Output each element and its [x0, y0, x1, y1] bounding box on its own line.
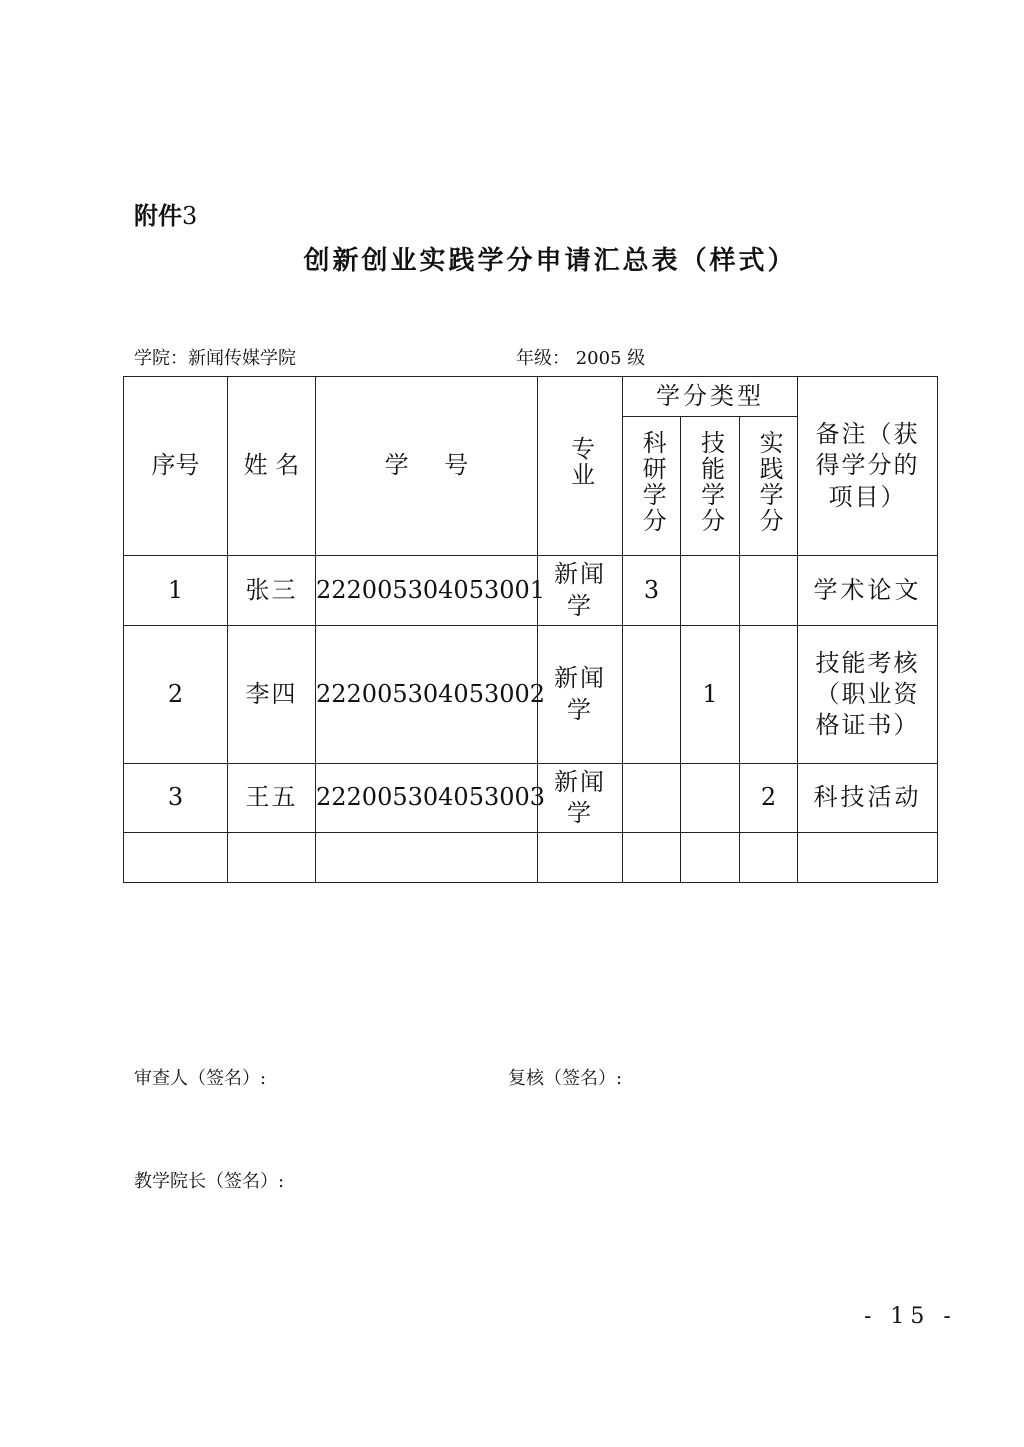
cell-major — [538, 626, 623, 764]
table-row — [124, 764, 938, 833]
cell-remark — [798, 626, 938, 764]
cell-seq: 2 — [124, 626, 228, 764]
cell-practice — [740, 626, 798, 764]
cell-seq: 1 — [124, 556, 228, 626]
header-name — [228, 377, 316, 556]
cell-remark: 学术论文 — [798, 556, 938, 626]
cell-research — [623, 626, 681, 764]
header-skill-credit-text: 技能学分 — [696, 429, 725, 534]
header-practice-credit — [740, 417, 798, 556]
header-student-id — [316, 377, 538, 556]
college-label: 学院：新闻传媒学院 — [134, 348, 296, 369]
attachment-number: 3 — [182, 202, 198, 230]
cell-practice: 2 — [740, 764, 798, 833]
cell-skill: 1 — [681, 626, 740, 764]
page-title: 创新创业实践学分申请汇总表（样式） — [303, 246, 797, 276]
table-row — [124, 556, 938, 626]
cell-research — [623, 764, 681, 833]
header-practice-credit-text: 实践学分 — [755, 429, 784, 534]
cell-research: 3 — [623, 556, 681, 626]
attachment-label-text: 附件 — [134, 201, 182, 230]
cell-remark-text: 技能考核（职业资格证书） — [815, 648, 920, 740]
header-remarks — [798, 377, 938, 556]
cell-empty — [623, 833, 681, 883]
cell-skill — [681, 556, 740, 626]
cell-name: 张三 — [228, 556, 316, 626]
cell-empty — [316, 833, 538, 883]
table-row-empty — [124, 833, 938, 883]
cell-skill — [681, 764, 740, 833]
header-skill-credit — [681, 417, 740, 556]
cell-major-text: 新闻学 — [554, 560, 606, 620]
cell-name: 王五 — [228, 764, 316, 833]
recheck-signature-label: 复核（签名）: — [508, 1068, 623, 1089]
cell-student-id: 222005304053002 — [316, 626, 538, 764]
header-credit-type — [623, 377, 798, 417]
header-major — [538, 377, 623, 556]
header-student-id-text: 学 号 — [384, 451, 469, 480]
cell-empty — [124, 833, 228, 883]
page-number: - 15 - — [864, 1304, 957, 1329]
header-credit-type-text: 学分类型 — [656, 381, 764, 410]
cell-empty — [740, 833, 798, 883]
header-name-text: 姓 名 — [243, 451, 300, 480]
cell-major-text: 新闻学 — [554, 664, 606, 724]
header-research-credit — [623, 417, 681, 556]
cell-major — [538, 556, 623, 626]
cell-empty — [538, 833, 623, 883]
cell-empty — [798, 833, 938, 883]
header-remarks-text: 备注（获得学分的项目） — [815, 420, 920, 511]
attachment-label — [134, 196, 197, 231]
header-seq — [124, 377, 228, 556]
header-research-credit-text: 科研学分 — [638, 429, 667, 534]
header-seq-text: 序号 — [151, 451, 200, 480]
header-major-text: 专业 — [566, 435, 595, 488]
cell-student-id: 222005304053001 — [316, 556, 538, 626]
cell-major-text: 新闻学 — [554, 767, 606, 827]
cell-seq: 3 — [124, 764, 228, 833]
table-row — [124, 626, 938, 764]
grade-label: 年级： 2005 级 — [516, 348, 646, 369]
credit-summary-table — [123, 376, 938, 883]
cell-name: 李四 — [228, 626, 316, 764]
cell-empty — [228, 833, 316, 883]
cell-practice — [740, 556, 798, 626]
cell-empty — [681, 833, 740, 883]
cell-student-id: 222005304053003 — [316, 764, 538, 833]
cell-major — [538, 764, 623, 833]
cell-remark: 科技活动 — [798, 764, 938, 833]
dean-signature-label: 教学院长（签名）: — [134, 1171, 285, 1192]
reviewer-signature-label: 审查人（签名）: — [134, 1068, 267, 1089]
